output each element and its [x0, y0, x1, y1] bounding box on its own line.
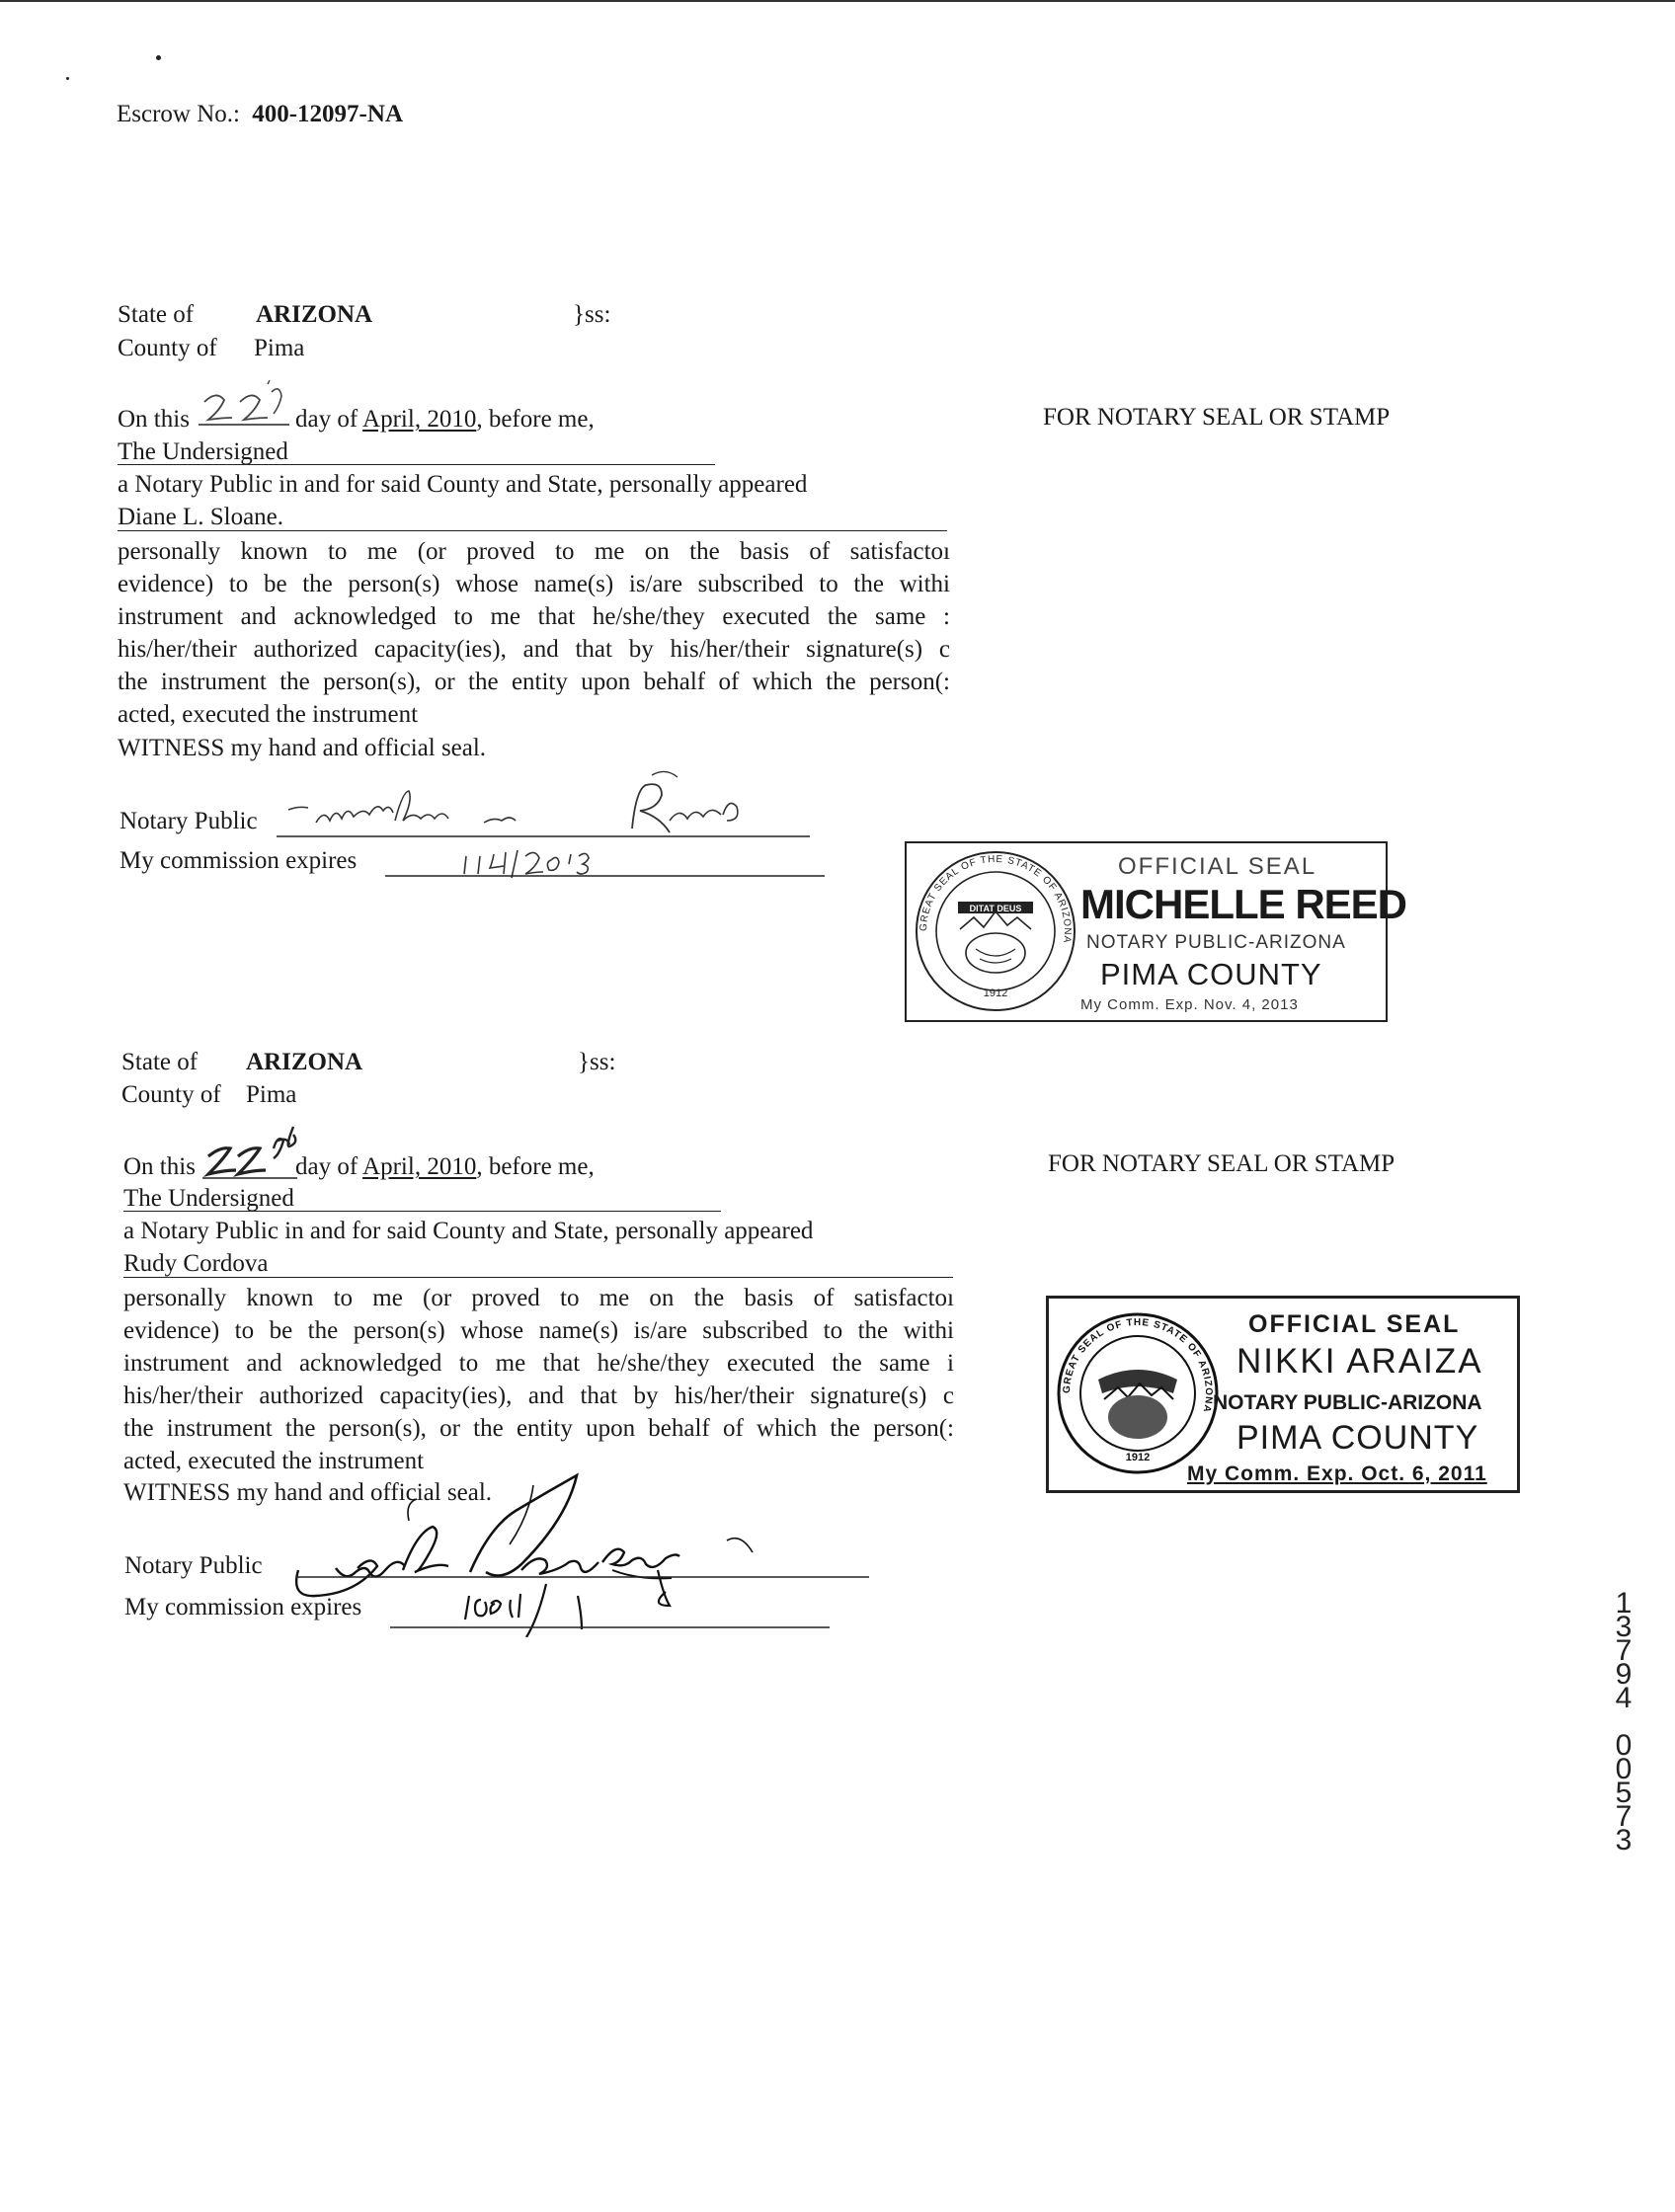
- appeared-text: a Notary Public in and for said County and State, personally appeared: [123, 1218, 814, 1244]
- body-line: acted, executed the instrument: [123, 1448, 425, 1474]
- appeared-text: a Notary Public in and for said County and State, personally appeared: [118, 471, 808, 498]
- side-digit: 5: [1615, 1777, 1633, 1809]
- seal-heading: FOR NOTARY SEAL OR STAMP: [1043, 404, 1391, 431]
- svg-text:1912: 1912: [983, 988, 1008, 999]
- county-label: County of: [121, 1081, 221, 1108]
- body-line: the instrument the person(s), or the entity upon behalf of which the person(:: [123, 1415, 954, 1442]
- escrow-number: 400-12097-NA: [252, 101, 403, 127]
- notary-stamp-nikki-araiza: [1046, 1296, 1520, 1493]
- body-line: personally known to me (or proved to me on the basis of satisfactoı: [118, 538, 950, 565]
- body-line: instrument and acknowledged to me that he/she/they executed the same i: [123, 1350, 954, 1377]
- commission-date-handwritten: [385, 844, 825, 884]
- handwritten-day: [195, 380, 293, 430]
- body-line: instrument and acknowledged to me that he/she/they executed the same :: [118, 603, 950, 630]
- notary-name-underline: [118, 464, 715, 465]
- body-line: his/her/their authorized capacity(ies), and that by his/her/their signature(s) c: [118, 636, 950, 663]
- svg-text:1912: 1912: [1125, 1452, 1151, 1463]
- body-line: acted, executed the instrument: [118, 701, 419, 728]
- person-name: Rudy Cordova: [123, 1250, 269, 1277]
- person-name: Diane L. Sloane.: [118, 504, 284, 530]
- side-digit: 3: [1615, 1824, 1633, 1856]
- stamp-county: PIMA COUNTY: [1100, 957, 1322, 991]
- state-label: State of: [121, 1049, 199, 1075]
- notary-signature: [277, 765, 810, 844]
- stamp-title: OFFICIAL SEAL: [1248, 1310, 1461, 1338]
- county-label: County of: [118, 335, 217, 361]
- stamp-county: PIMA COUNTY: [1236, 1419, 1479, 1457]
- stamp-title: OFFICIAL SEAL: [1118, 853, 1317, 880]
- escrow-label: Escrow No.:: [117, 101, 240, 127]
- county-value: Pima: [254, 335, 305, 361]
- state-seal-icon: [1055, 1310, 1221, 1476]
- side-digit: 0: [1615, 1753, 1633, 1785]
- side-digit: 7: [1615, 1634, 1633, 1667]
- notary-stamp-michelle-reed: [905, 841, 1407, 1022]
- month-year: April, 2010: [362, 1153, 477, 1180]
- commission-date-handwritten: [390, 1578, 830, 1637]
- body-line: evidence) to be the person(s) whose name(s) is/are subscribed to the withi: [118, 571, 950, 597]
- document-side-number: [1612, 1587, 1635, 1856]
- day-of-line: day of April, 2010, before me,: [295, 406, 595, 433]
- side-digit: 3: [1615, 1611, 1633, 1643]
- side-digit: 7: [1615, 1800, 1633, 1833]
- on-this-label: On this: [118, 406, 190, 433]
- scan-speck: [66, 77, 69, 80]
- ss-mark: }ss:: [578, 1049, 616, 1075]
- body-line: evidence) to be the person(s) whose name(s) is/are subscribed to the withi: [123, 1317, 954, 1344]
- stamp-name: MICHELLE REED: [1080, 881, 1407, 927]
- witness-line: WITNESS my hand and official seal.: [118, 735, 487, 761]
- notary-public-label: Notary Public: [124, 1552, 263, 1579]
- svg-text:GREAT SEAL OF THE STATE OF ARI: GREAT SEAL OF THE STATE OF ARIZONA: [917, 853, 1074, 945]
- stamp-role: NOTARY PUBLIC-ARIZONA: [1086, 932, 1346, 953]
- scan-speck: [156, 55, 161, 60]
- state-label: State of: [118, 301, 195, 328]
- stamp-role: NOTARY PUBLIC-ARIZONA: [1213, 1391, 1482, 1414]
- side-digit: 9: [1615, 1658, 1633, 1691]
- svg-text:GREAT SEAL OF THE STATE OF ARI: GREAT SEAL OF THE STATE OF ARIZONA: [1061, 1316, 1215, 1414]
- state-value: ARIZONA: [256, 301, 373, 328]
- body-line: the instrument the person(s), or the entity upon behalf of which the person(:: [118, 669, 950, 695]
- county-value: Pima: [246, 1081, 297, 1108]
- stamp-name: NIKKI ARAIZA: [1236, 1342, 1483, 1381]
- escrow-number-line: [117, 100, 403, 129]
- state-seal-icon: [911, 846, 1080, 1016]
- side-digit: 0: [1615, 1729, 1633, 1762]
- state-value: ARIZONA: [246, 1049, 363, 1075]
- notary-name: The Undersigned: [123, 1185, 294, 1212]
- seal-heading: FOR NOTARY SEAL OR STAMP: [1048, 1150, 1396, 1177]
- person-underline: [123, 1277, 953, 1278]
- witness-line: WITNESS my hand and official seal.: [123, 1479, 493, 1506]
- svg-text:DITAT DEUS: DITAT DEUS: [969, 904, 1022, 913]
- scan-top-border: [0, 0, 1675, 2]
- on-this-label: On this: [123, 1153, 196, 1180]
- commission-label: My commission expires: [120, 847, 358, 874]
- notary-name: The Undersigned: [118, 438, 288, 465]
- side-digit: 4: [1615, 1682, 1633, 1714]
- body-line: his/her/their authorized capacity(ies), and that by his/her/their signature(s) c: [123, 1382, 954, 1409]
- person-underline: [118, 530, 947, 531]
- notary-name-underline: [123, 1211, 721, 1212]
- commission-label: My commission expires: [124, 1594, 362, 1620]
- day-of-line: day of April, 2010, before me,: [295, 1153, 595, 1180]
- body-line: personally known to me (or proved to me on the basis of satisfactoı: [123, 1285, 954, 1311]
- ss-mark: }ss:: [573, 301, 611, 328]
- stamp-expiration: My Comm. Exp. Oct. 6, 2011: [1187, 1462, 1487, 1485]
- month-year: April, 2010: [362, 406, 477, 433]
- side-digit: 1: [1615, 1587, 1633, 1620]
- notary-public-label: Notary Public: [120, 808, 258, 834]
- stamp-expiration: My Comm. Exp. Nov. 4, 2013: [1080, 996, 1299, 1013]
